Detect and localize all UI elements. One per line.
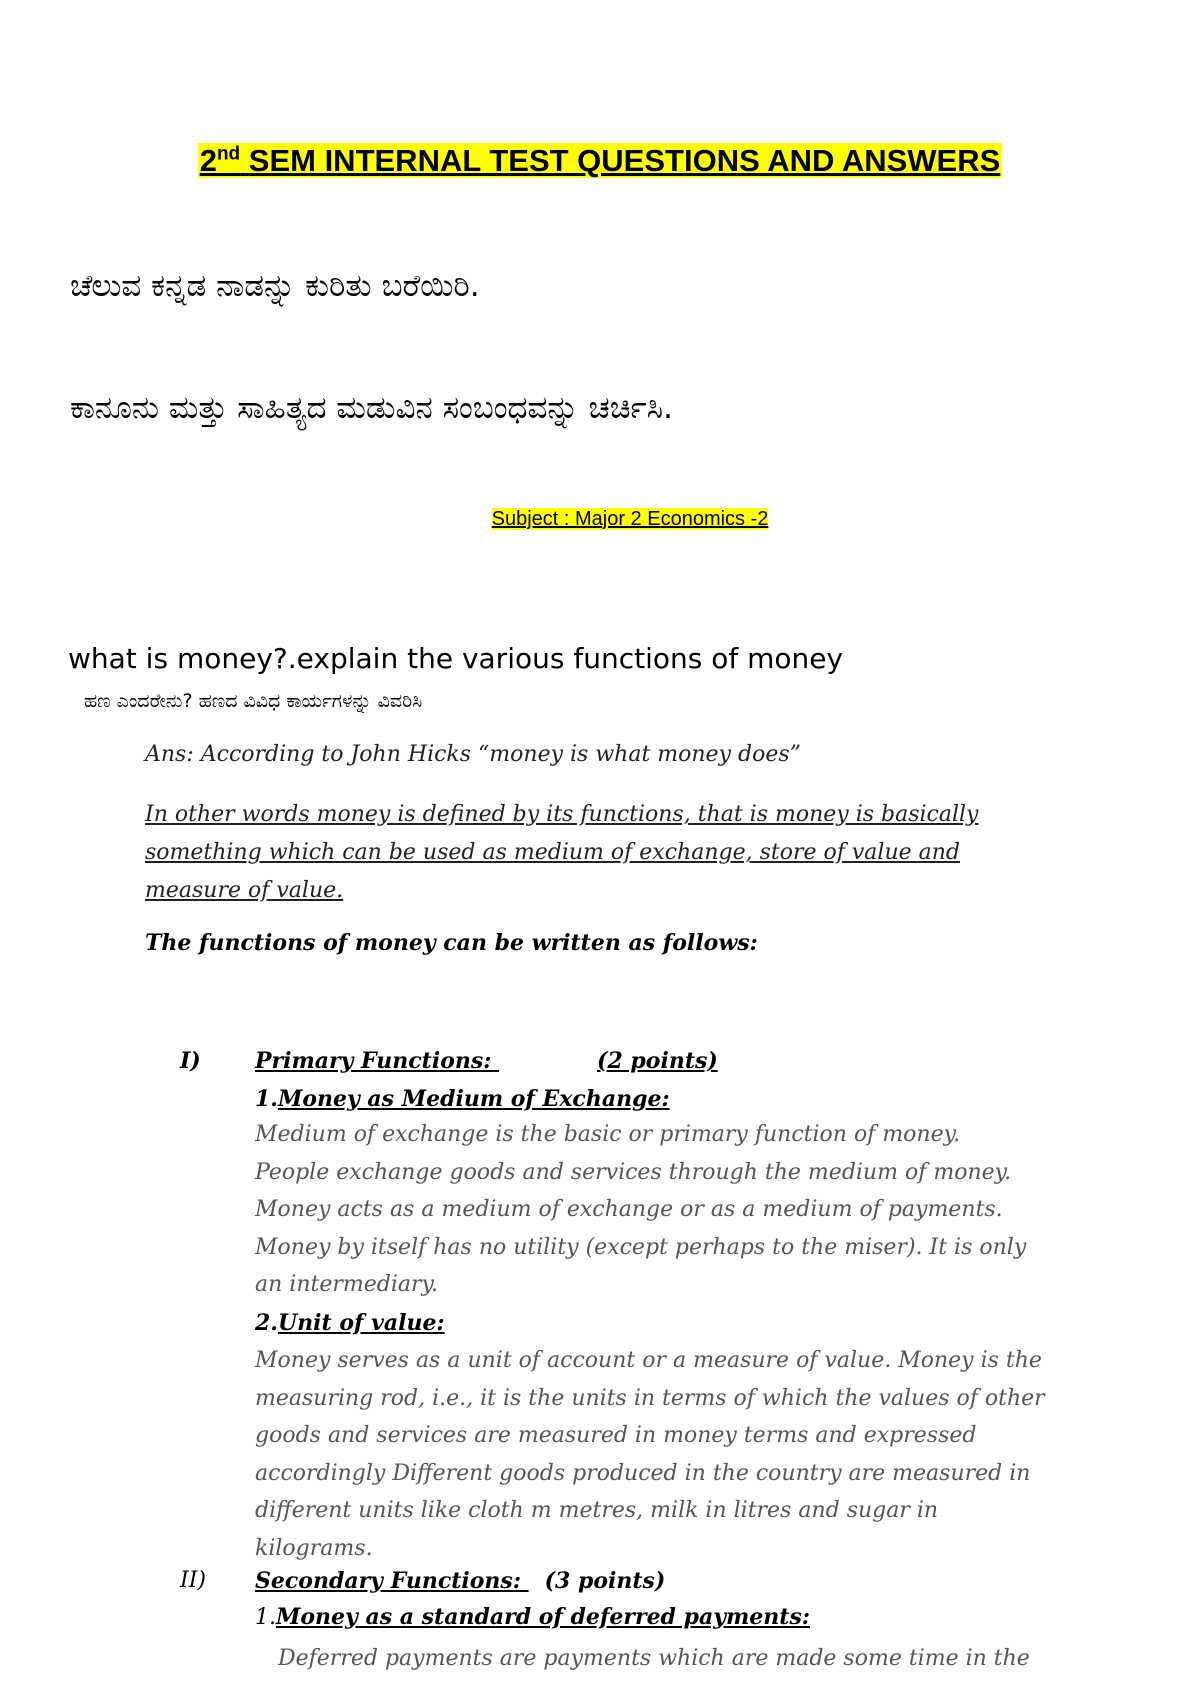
body-line: goods and services are measured in money terms and expressed [255,1423,977,1448]
question-kannada: ಹಣ ಎಂದರೇನು? ಹಣದ ವಿವಿಧ ಕಾರ್ಯಗಳನ್ನು ವಿವರಿಸಿ [84,690,423,712]
body-line: Deferred payments are payments which are made some time in the [278,1646,1030,1671]
title-text: SEM INTERNAL TEST QUESTIONS AND ANSWERS [240,143,1001,178]
functions-heading: The functions of money can be written as follows: [145,930,758,956]
kannada-question-1: ಚೆಲುವ ಕನ್ನಡ ನಾಡನ್ನು ಕುರಿತು ಬರೆಯಿರಿ. [70,268,480,304]
body-line: Medium of exchange is the basic or primary function of money. [255,1122,961,1147]
section-marker: I) [180,1048,201,1074]
body-line: Money acts as a medium of exchange or as a medium of payments. [255,1197,1003,1222]
subsection-heading [255,1604,810,1630]
subsection-body [278,1640,1030,1678]
body-line: measuring rod, i.e., it is the units in terms of which the values of other [255,1385,1045,1411]
subsection-number: 2. [255,1310,278,1336]
section-heading-text: Secondary Functions: [255,1568,529,1594]
subsection-title: Money as a standard of deferred payments: [276,1604,810,1630]
section-points: (3 points) [544,1568,666,1594]
body-line: Money by itself has no utility (except perhaps to the miser). It is only [255,1234,1027,1260]
body-line: an intermediary. [255,1272,438,1297]
subsection-body [255,1342,1045,1567]
body-line: different units like cloth m metres, milk in litres and sugar in [255,1498,939,1523]
definition-line: something which can be used as medium of exchange, store of value and [145,840,960,865]
subsection-body [255,1116,1026,1304]
title-highlight [198,143,1003,178]
subsection-title: Money as Medium of Exchange: [277,1086,670,1112]
section-heading-text: Primary Functions: [255,1048,500,1074]
subsection-number: 1. [255,1605,276,1630]
kannada-question-2: ಕಾನೂನು ಮತ್ತು ಸಾಹಿತ್ಯದ ಮಡುವಿನ ಸಂಬಂಧವನ್ನು ಚರ್ಚಿಸಿ. [70,390,673,426]
definition-line: measure of value. [145,878,344,903]
section-heading [255,1048,718,1074]
answer-intro: Ans: According to John Hicks “money is what money does” [145,742,801,767]
subsection-heading [255,1086,670,1112]
title-ordinal-number: 2 [199,143,217,178]
question-english: what is money?.explain the various functions of money [68,642,844,675]
subsection-title: Unit of value: [277,1310,445,1336]
subject-label: Subject : Major 2 Economics -2 [491,508,769,530]
body-line: kilograms. [255,1535,373,1561]
body-line: accordingly Different goods produced in the country are measured in [255,1460,1031,1486]
subject-line [0,508,1200,531]
answer-definition [145,796,1025,910]
subsection-number: 1. [255,1086,278,1112]
section-heading [255,1568,665,1594]
title-ordinal-suffix: nd [216,143,241,165]
body-line: Money serves as a unit of account or a measure of value. Money is the [255,1348,1042,1373]
section-marker: II) [180,1568,206,1593]
section-points: (2 points) [597,1048,718,1074]
definition-line: In other words money is defined by its functions, that is money is basically [145,802,979,827]
subsection-heading [255,1310,445,1336]
page-title [0,143,1200,179]
body-line: People exchange goods and services through the medium of money. [255,1159,1012,1185]
